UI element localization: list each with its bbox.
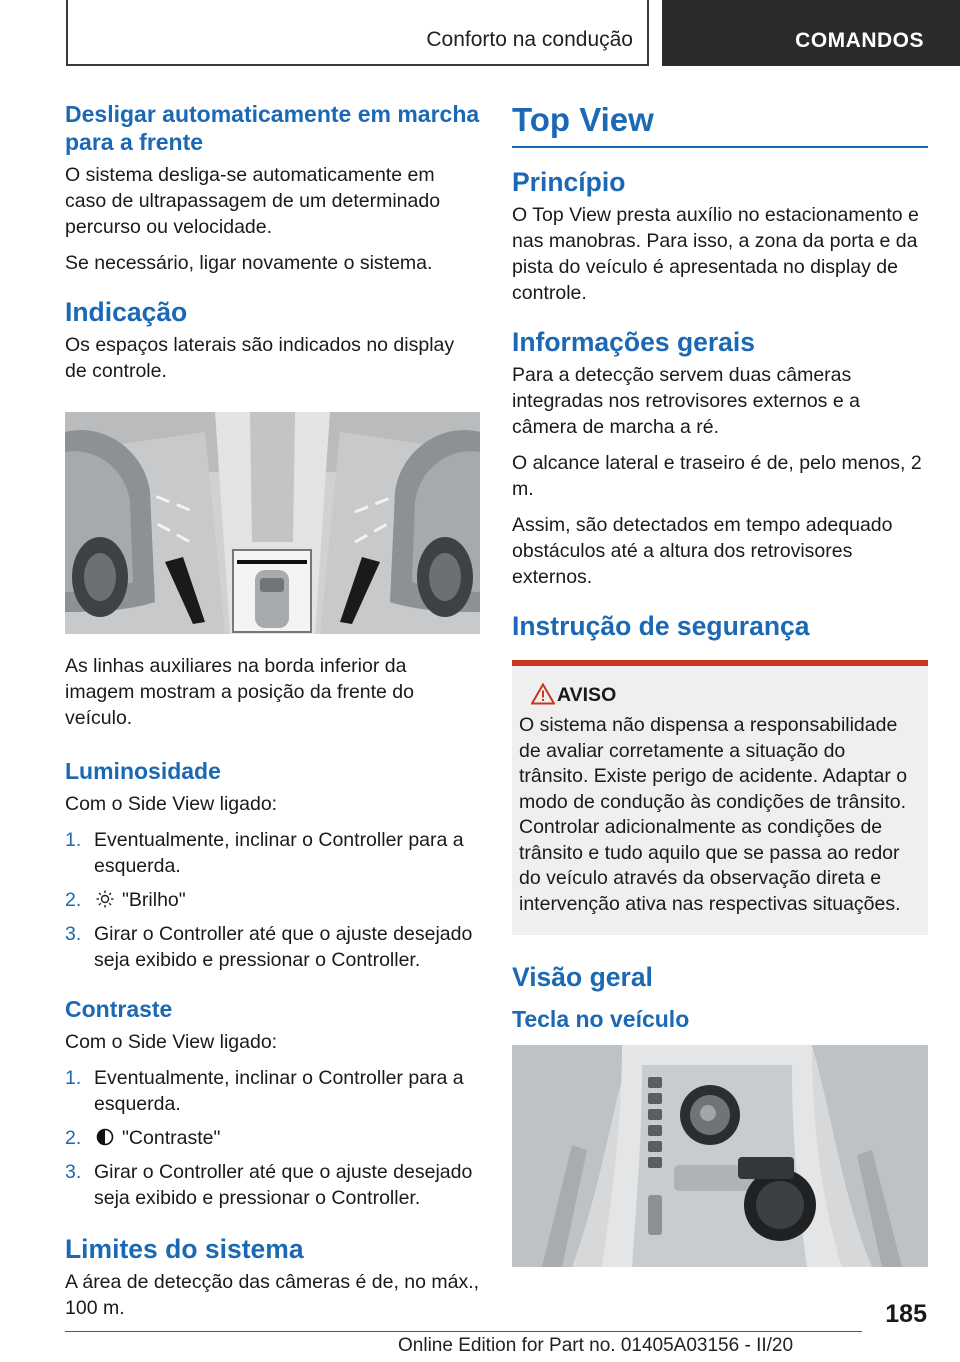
contrast-icon (96, 1128, 114, 1146)
paragraph: Assim, são detectados em tempo adequado obstáculos até a altura dos retrovisores externos. (512, 514, 893, 588)
step-text: Eventualmente, inclinar o Controller para a esquerda. (94, 829, 464, 877)
step-number: 3. (65, 1161, 82, 1183)
paragraph: Se necessário, ligar novamente o sistema. (65, 252, 433, 274)
step-number: 1. (65, 1067, 82, 1089)
list-item (65, 921, 480, 973)
step-text: Eventualmente, inclinar o Controller para a esquerda. (94, 1067, 464, 1115)
header-section-title: Conforto na condução (426, 28, 633, 51)
list-item (65, 1125, 480, 1151)
heading-auto-off: Desligar automaticamente em marcha para a frente (65, 101, 480, 155)
heading-luminosidade: Luminosidade (65, 758, 221, 784)
paragraph: Para a detecção servem duas câmeras integradas nos retrovisores externos e a câmera de marcha a ré. (512, 364, 860, 438)
warning-triangle-icon (531, 683, 555, 705)
image-caption: As linhas auxiliares na borda inferior da imagem mostram a posição da frente do veículo. (65, 655, 415, 729)
heading-limites: Limites do sistema (65, 1234, 304, 1264)
brightness-steps-list (65, 827, 480, 973)
paragraph: Com o Side View ligado: (65, 793, 278, 815)
step-text: "Contraste" (122, 1127, 221, 1149)
heading-informacoes: Informações gerais (512, 327, 756, 357)
header-chapter-tab (662, 0, 960, 66)
paragraph: O alcance lateral e traseiro é de, pelo menos, 2 m. (512, 452, 922, 500)
list-item (65, 1065, 480, 1117)
warning-box (512, 660, 928, 935)
step-number: 2. (65, 889, 82, 911)
paragraph: O sistema desliga-se automaticamente em caso de ultrapassagem de um determinado percurso ou velocidade. (65, 164, 441, 238)
header-chapter-title: COMANDOS (795, 29, 924, 52)
side-view-display-image (65, 412, 480, 634)
step-number: 3. (65, 923, 82, 945)
list-item (65, 827, 480, 879)
warning-text: O sistema não dispensa a responsabilidade de avaliar corretamente a situação do trânsito. Existe perigo de acidente. Adaptar o modo de condução às condições de trânsito. Controlar adicionalmente as condições de trânsito e tudo aquilo que se passa ao redor do veículo através da observação direta e intervenção ativa nas respectivas situações. (519, 714, 908, 915)
paragraph: Os espaços laterais são indicados no display de controle. (65, 334, 455, 382)
warning-title: AVISO (557, 684, 617, 706)
header-section-tab (66, 0, 649, 66)
paragraph: Com o Side View ligado: (65, 1031, 278, 1053)
heading-contraste: Contraste (65, 996, 173, 1022)
heading-tecla: Tecla no veículo (512, 1006, 690, 1032)
brightness-icon (96, 890, 114, 908)
paragraph: O Top View presta auxílio no estacionamento e nas manobras. Para isso, a zona da porta e da pista do veículo é apresentada no display de controle. (512, 204, 919, 304)
step-text: "Brilho" (122, 889, 186, 911)
list-item (65, 887, 480, 913)
list-item (65, 1159, 480, 1211)
warning-title-row (519, 684, 916, 707)
step-text: Girar o Controller até que o ajuste desejado seja exibido e pressionar o Controller. (94, 1161, 473, 1209)
heading-visao-geral: Visão geral (512, 962, 653, 992)
footer-edition: Online Edition for Part no. 01405A03156 - II/20 (398, 1335, 794, 1356)
footer-divider (65, 1331, 862, 1332)
center-console-button-image (512, 1045, 928, 1267)
heading-indicacao: Indicação (65, 297, 188, 327)
heading-principio: Princípio (512, 167, 626, 197)
step-number: 1. (65, 829, 82, 851)
paragraph: A área de detecção das câmeras é de, no máx., 100 m. (65, 1271, 480, 1319)
heading-top-view: Top View (512, 100, 928, 148)
heading-seguranca: Instrução de segurança (512, 611, 810, 641)
step-text: Girar o Controller até que o ajuste desejado seja exibido e pressionar o Controller. (94, 923, 473, 971)
contrast-steps-list (65, 1065, 480, 1211)
right-column (512, 100, 928, 1272)
left-column (65, 100, 480, 1331)
step-number: 2. (65, 1127, 82, 1149)
page-number: 185 (885, 1300, 927, 1328)
